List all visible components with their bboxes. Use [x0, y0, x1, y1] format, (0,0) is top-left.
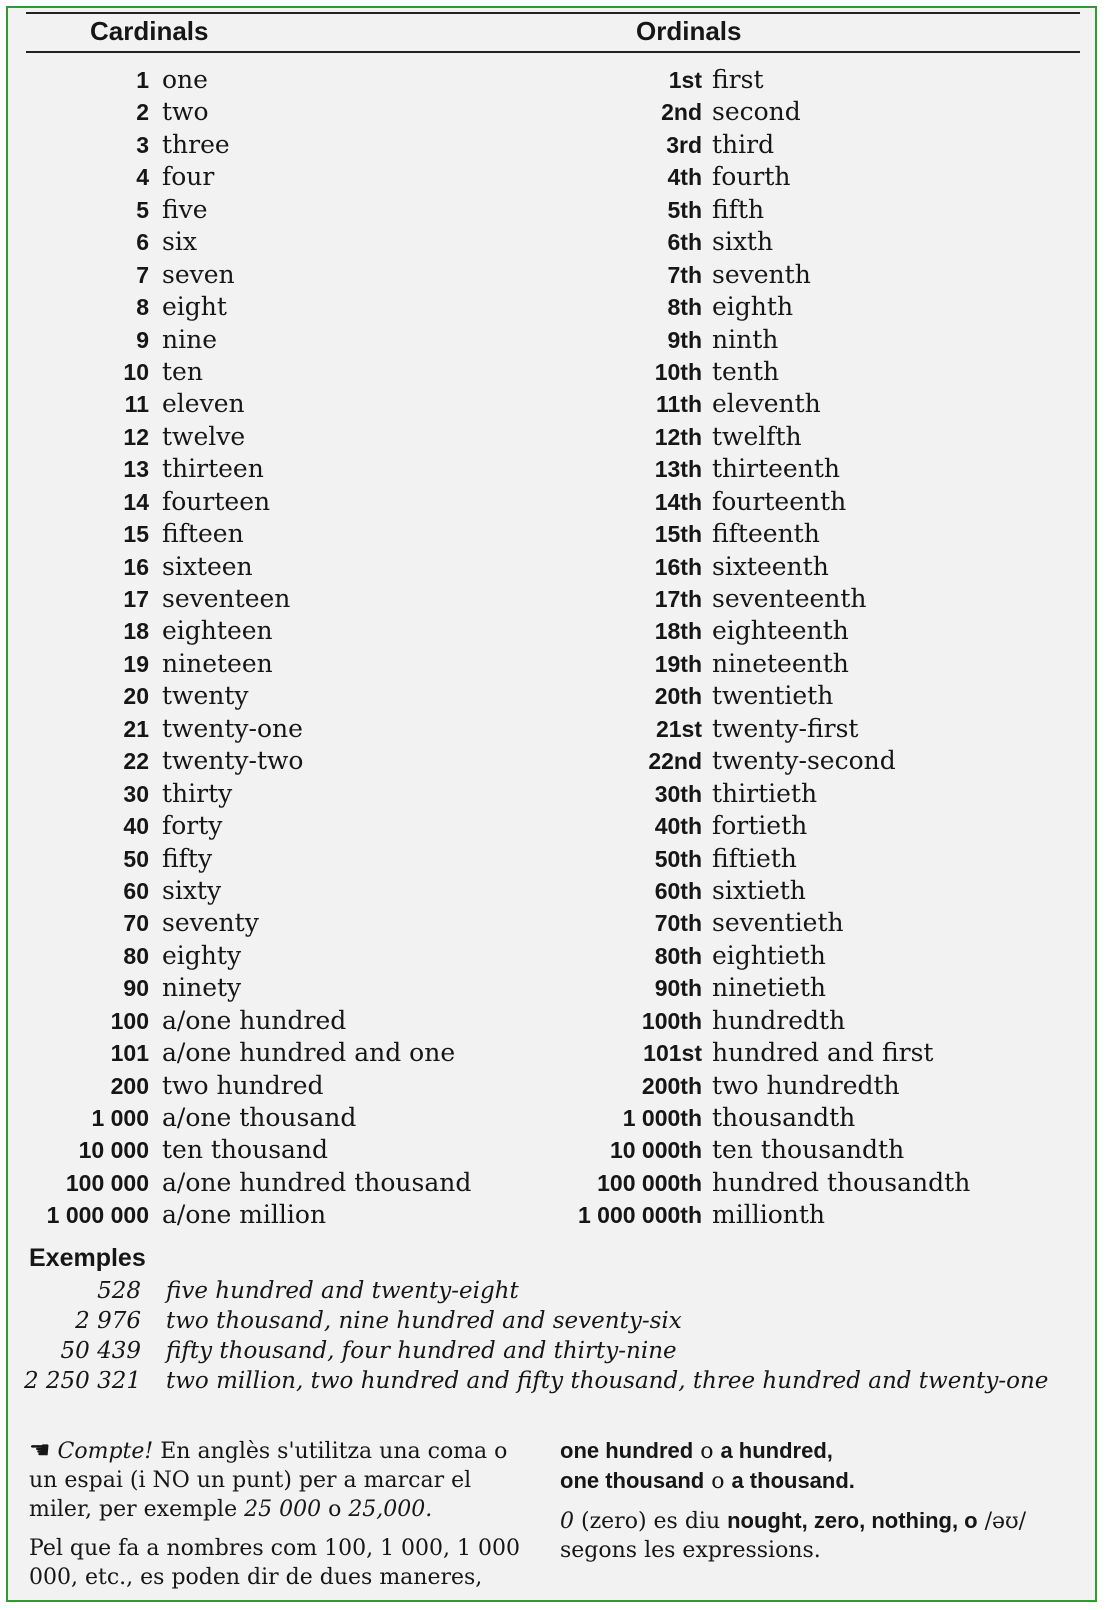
cardinal-number: 10 — [123, 358, 149, 385]
ordinal-number: 6th — [667, 229, 702, 256]
table-row — [8, 907, 1097, 939]
table-row — [8, 64, 1097, 96]
cardinal-number: 200 — [110, 1072, 149, 1099]
cardinal-word: a/one hundred thousand — [162, 1167, 472, 1197]
cardinals-heading: Cardinals — [90, 16, 209, 46]
table-row — [8, 1005, 1097, 1037]
note-p2-bold-3: one thousand — [560, 1468, 705, 1493]
cardinal-word: ninety — [162, 973, 242, 1003]
ordinal-number: 1st — [668, 67, 702, 93]
cardinal-word: fifty — [162, 843, 213, 873]
cardinal-word: a/one hundred and one — [162, 1038, 456, 1068]
ordinal-word: seventeenth — [712, 584, 867, 613]
table-row — [8, 1134, 1097, 1166]
ordinal-number: 101st — [643, 1040, 702, 1067]
table-row — [8, 226, 1097, 258]
cardinal-word: ten — [162, 356, 203, 386]
examples-list — [8, 1276, 1097, 1396]
table-row — [8, 1070, 1097, 1102]
cardinal-word: eighty — [162, 940, 242, 970]
cardinal-number: 16 — [123, 553, 149, 580]
ordinal-number: 100 000th — [597, 1169, 702, 1196]
ordinal-word: thirtieth — [712, 778, 818, 808]
ordinal-word: twenty-second — [712, 746, 896, 776]
ordinal-word: tenth — [712, 356, 780, 386]
cardinal-number: 6 — [136, 229, 149, 256]
table-row — [8, 324, 1097, 356]
top-rule — [26, 12, 1080, 14]
ordinal-word: fourth — [712, 162, 791, 192]
ordinal-number: 1 000 000th — [577, 1202, 702, 1229]
cardinal-number: 14 — [123, 488, 149, 515]
ordinal-word: seventieth — [712, 908, 844, 938]
cardinal-word: ten thousand — [162, 1135, 329, 1165]
cardinal-word: one — [162, 65, 208, 94]
cardinal-word: seventeen — [162, 584, 291, 613]
ordinal-number: 70th — [654, 910, 702, 937]
ordinal-word: two hundredth — [712, 1070, 900, 1100]
table-row — [8, 875, 1097, 907]
note-p3-text: (zero) es diu — [574, 1509, 728, 1534]
cardinal-number: 15 — [123, 521, 149, 548]
table-row — [8, 713, 1097, 745]
note-p2-or-2: o — [704, 1469, 732, 1494]
table-row — [8, 96, 1097, 128]
ordinal-number: 2nd — [661, 99, 702, 126]
cardinal-number: 60 — [123, 877, 149, 904]
numbers-table — [8, 64, 1097, 1232]
cardinal-number: 4 — [136, 164, 149, 191]
page — [6, 6, 1097, 1602]
ordinal-number: 10th — [654, 358, 702, 385]
cardinal-number: 20 — [123, 683, 149, 710]
note-p3-bold: nought, zero, nothing, o — [727, 1508, 978, 1533]
ordinal-number: 12th — [654, 423, 702, 450]
ordinal-word: first — [712, 65, 764, 94]
table-row — [8, 486, 1097, 518]
cardinal-word: fifteen — [162, 519, 244, 549]
ordinal-word: sixteenth — [712, 551, 829, 581]
cardinal-word: seventy — [162, 908, 259, 938]
table-row — [8, 1199, 1097, 1231]
example-row — [8, 1336, 1097, 1366]
example-row — [8, 1366, 1097, 1396]
ordinal-number: 15th — [654, 521, 702, 548]
note-left-column — [29, 1436, 539, 1592]
ordinal-number: 1 000th — [622, 1105, 702, 1131]
cardinal-word: sixteen — [162, 551, 253, 581]
table-row — [8, 778, 1097, 810]
example-row — [8, 1276, 1097, 1306]
cardinal-word: thirty — [162, 778, 233, 808]
ordinal-word: eightieth — [712, 940, 826, 970]
note-p2-text: Pel que fa a nombres com 100, 1 000, 1 000 000, etc., es poden dir de dues maneres, — [29, 1536, 521, 1590]
ordinal-number: 22nd — [648, 748, 702, 775]
ordinal-number: 200th — [641, 1072, 702, 1099]
ordinal-number: 9th — [667, 326, 702, 353]
cardinal-word: forty — [162, 811, 223, 841]
table-row — [8, 745, 1097, 777]
example-number: 528 — [97, 1278, 141, 1304]
cardinal-word: eight — [162, 292, 227, 322]
cardinal-number: 10 000 — [78, 1137, 149, 1164]
cardinal-number: 7 — [136, 261, 149, 288]
cardinal-number: 13 — [123, 456, 149, 483]
ordinal-word: hundredth — [712, 1005, 846, 1035]
ordinal-number: 100th — [641, 1007, 702, 1034]
note-p2-bold-4: a thousand. — [731, 1468, 855, 1493]
table-row — [8, 1167, 1097, 1199]
ordinal-word: third — [712, 129, 775, 159]
table-row — [8, 388, 1097, 420]
cardinal-number: 11 — [124, 391, 149, 418]
header-rule — [26, 51, 1080, 53]
cardinal-word: seven — [162, 259, 235, 289]
table-row — [8, 194, 1097, 226]
ordinal-word: fifteenth — [712, 519, 820, 549]
table-row — [8, 421, 1097, 453]
note-p2-or-1: o — [693, 1439, 721, 1464]
table-row — [8, 843, 1097, 875]
table-row — [8, 940, 1097, 972]
ordinal-word: twentieth — [712, 681, 834, 711]
cardinal-number: 18 — [123, 618, 149, 645]
ordinal-number: 21st — [655, 715, 702, 742]
pointing-hand-icon: ☛ — [29, 1436, 51, 1464]
ordinal-number: 11th — [655, 391, 702, 418]
ordinal-word: fiftieth — [712, 843, 797, 873]
ordinal-number: 3rd — [666, 131, 702, 158]
ordinal-number: 4th — [667, 164, 702, 191]
table-row — [8, 129, 1097, 161]
cardinal-word: three — [162, 129, 230, 159]
ordinal-word: eleventh — [712, 389, 821, 419]
ordinal-word: seventh — [712, 259, 811, 289]
ordinal-word: nineteenth — [712, 648, 849, 678]
ordinal-word: second — [712, 97, 801, 127]
cardinal-word: four — [162, 162, 215, 192]
cardinal-number: 30 — [123, 780, 149, 807]
table-row — [8, 453, 1097, 485]
cardinal-number: 1 000 000 — [46, 1202, 149, 1229]
cardinal-number: 22 — [123, 748, 149, 775]
cardinal-word: twenty-two — [162, 746, 304, 776]
ordinal-word: ten thousandth — [712, 1135, 905, 1165]
table-row — [8, 356, 1097, 388]
table-row — [8, 291, 1097, 323]
table-row — [8, 680, 1097, 712]
cardinal-number: 8 — [136, 294, 149, 321]
cardinal-number: 100 000 — [65, 1169, 149, 1196]
cardinal-word: two hundred — [162, 1070, 324, 1100]
cardinal-number: 50 — [123, 845, 149, 872]
example-words: two million, two hundred and fifty thousand, three hundred and twenty-one — [166, 1368, 1049, 1394]
cardinal-word: twenty — [162, 681, 249, 711]
cardinal-word: eleven — [162, 389, 245, 419]
cardinal-number: 21 — [123, 715, 149, 742]
note-p1-or: o — [321, 1497, 349, 1522]
ordinal-number: 30th — [654, 780, 702, 807]
example-words: five hundred and twenty-eight — [166, 1278, 519, 1304]
cardinal-word: twelve — [162, 421, 246, 451]
table-row — [8, 551, 1097, 583]
ordinal-word: twenty-first — [712, 713, 859, 743]
ordinal-number: 18th — [654, 618, 702, 645]
cardinal-word: six — [162, 227, 197, 257]
ordinal-number: 16th — [654, 553, 702, 580]
note-p2-bold-1: one hundred — [560, 1438, 694, 1463]
cardinal-number: 12 — [123, 423, 149, 450]
example-number: 50 439 — [60, 1338, 141, 1364]
table-row — [8, 518, 1097, 550]
table-row — [8, 648, 1097, 680]
note-compte: Compte! — [57, 1439, 154, 1464]
ordinal-word: ninetieth — [712, 973, 826, 1003]
table-row — [8, 583, 1097, 615]
ordinal-word: hundred thousandth — [712, 1167, 971, 1197]
ordinal-word: twelfth — [712, 421, 802, 451]
cardinal-word: nine — [162, 324, 217, 354]
ordinal-word: eighteenth — [712, 616, 849, 646]
ordinal-word: eighth — [712, 292, 794, 322]
cardinal-word: a/one thousand — [162, 1103, 357, 1132]
example-words: fifty thousand, four hundred and thirty-nine — [166, 1338, 677, 1364]
ordinal-number: 8th — [667, 294, 702, 321]
cardinal-word: eighteen — [162, 616, 273, 646]
cardinal-word: a/one million — [162, 1200, 327, 1230]
ordinal-number: 60th — [654, 877, 702, 904]
ordinal-word: hundred and first — [712, 1038, 934, 1068]
table-row — [8, 615, 1097, 647]
table-row — [8, 972, 1097, 1004]
cardinal-number: 70 — [123, 910, 149, 937]
note-p3-tail: /əʊ/ segons les expressions. — [560, 1509, 1027, 1563]
cardinal-word: fourteen — [162, 486, 271, 516]
note-p3-zero: 0 — [560, 1509, 574, 1534]
cardinal-number: 3 — [136, 131, 149, 158]
ordinal-number: 80th — [654, 942, 702, 969]
ordinal-number: 19th — [654, 650, 702, 677]
ordinal-number: 14th — [654, 488, 702, 515]
ordinal-word: millionth — [712, 1200, 825, 1230]
ordinal-number: 7th — [667, 261, 702, 288]
cardinal-word: nineteen — [162, 648, 273, 678]
cardinal-word: twenty-one — [162, 713, 303, 743]
ordinal-number: 17th — [654, 586, 702, 612]
ordinal-word: fortieth — [712, 811, 808, 841]
cardinal-number: 100 — [110, 1007, 149, 1034]
cardinal-word: five — [162, 194, 208, 224]
cardinal-number: 40 — [123, 813, 149, 840]
cardinal-word: two — [162, 97, 209, 127]
cardinal-word: sixty — [162, 875, 222, 905]
ordinal-word: fourteenth — [712, 486, 847, 516]
examples-heading: Exemples — [29, 1244, 146, 1272]
cardinal-word: thirteen — [162, 454, 264, 484]
cardinal-number: 9 — [136, 326, 149, 353]
ordinals-heading: Ordinals — [636, 16, 742, 46]
cardinal-number: 17 — [123, 586, 149, 612]
ordinal-word: thousandth — [712, 1103, 856, 1132]
ordinal-number: 20th — [654, 683, 702, 710]
ordinal-number: 13th — [654, 456, 702, 483]
note-right-column — [560, 1436, 1070, 1565]
cardinal-number: 80 — [123, 942, 149, 969]
example-number: 2 250 321 — [23, 1368, 141, 1394]
cardinal-number: 1 — [136, 67, 149, 93]
ordinal-number: 90th — [654, 975, 702, 1002]
cardinal-number: 90 — [123, 975, 149, 1002]
cardinal-number: 101 — [110, 1040, 149, 1067]
cardinal-word: a/one hundred — [162, 1005, 347, 1035]
table-row — [8, 161, 1097, 193]
example-row — [8, 1306, 1097, 1336]
ordinal-number: 10 000th — [609, 1137, 702, 1164]
ordinal-word: ninth — [712, 324, 779, 354]
table-row — [8, 259, 1097, 291]
note-p1-example-1: 25 000 — [244, 1497, 322, 1522]
ordinal-word: fifth — [712, 194, 765, 224]
note-p1-example-2: 25,000. — [348, 1497, 433, 1522]
ordinal-word: sixtieth — [712, 875, 806, 905]
cardinal-number: 1 000 — [91, 1105, 149, 1131]
ordinal-number: 40th — [654, 813, 702, 840]
cardinal-number: 2 — [136, 99, 149, 126]
example-words: two thousand, nine hundred and seventy-six — [166, 1308, 682, 1334]
note-p1-text: En anglès s'utilitza una coma o un espai (i NO un punt) per a marcar el miler, per exemple — [29, 1439, 508, 1522]
note-p2-bold-2: a hundred, — [720, 1438, 833, 1463]
ordinal-word: sixth — [712, 227, 774, 257]
cardinal-number: 5 — [136, 196, 149, 223]
table-row — [8, 1037, 1097, 1069]
cardinal-number: 19 — [123, 650, 149, 677]
table-row — [8, 1102, 1097, 1134]
ordinal-word: thirteenth — [712, 454, 840, 484]
table-row — [8, 810, 1097, 842]
ordinal-number: 5th — [667, 196, 702, 223]
example-number: 2 976 — [75, 1308, 141, 1334]
ordinal-number: 50th — [654, 845, 702, 872]
